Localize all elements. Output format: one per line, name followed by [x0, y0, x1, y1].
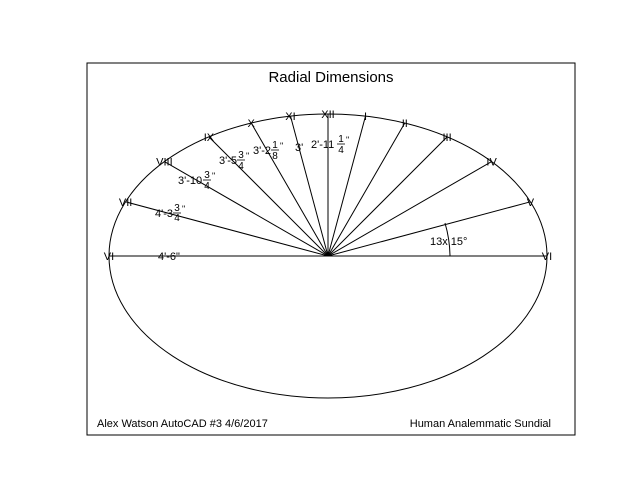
dimension-denominator: 4: [238, 161, 244, 172]
hour-label: VI: [541, 251, 553, 263]
dimension-whole: 4'-6": [158, 251, 180, 263]
hour-label: VII: [118, 196, 133, 209]
inch-mark: ": [246, 151, 250, 161]
footer-author: Alex Watson AutoCAD #3 4/6/2017: [97, 418, 268, 430]
inch-mark: ": [346, 135, 350, 145]
hour-label: I: [363, 111, 368, 124]
dimension-whole: 2'-11: [311, 139, 335, 151]
inch-mark: ": [182, 204, 186, 214]
hour-label: VI: [103, 251, 115, 263]
dimension-whole: 3': [295, 142, 304, 154]
hour-label: III: [442, 131, 452, 144]
hour-label: XII: [321, 109, 335, 121]
dimension-denominator: 4: [174, 213, 180, 224]
dimension-label-ix: [219, 150, 249, 172]
dimension-whole: 3'-10: [178, 175, 203, 187]
dimension-numerator: 3: [174, 203, 180, 214]
dimension-whole: 3'-5: [219, 155, 237, 167]
dimension-label-xii: [311, 134, 349, 156]
dimension-numerator: 1: [338, 134, 344, 145]
dimension-whole: 3'-2: [253, 145, 271, 157]
dimension-denominator: 4: [204, 181, 210, 192]
dimension-label-xi: [295, 142, 303, 154]
hour-label: II: [401, 118, 408, 130]
hour-label: IX: [203, 131, 215, 144]
dimension-numerator: 3: [238, 150, 244, 161]
drawing-title: Radial Dimensions: [268, 69, 394, 86]
dimension-label-x: [253, 140, 283, 162]
dimension-denominator: 8: [272, 151, 278, 162]
hour-label: VIII: [156, 156, 173, 169]
angle-annotation: 13x 15°: [430, 236, 468, 248]
footer-project: Human Analemmatic Sundial: [409, 418, 551, 430]
inch-mark: ": [280, 141, 284, 151]
dimension-numerator: 3: [204, 170, 210, 181]
dimension-label-vii: [155, 203, 185, 224]
inch-mark: ": [212, 171, 216, 181]
dimension-numerator: 1: [272, 140, 278, 151]
dimension-label-viii: [178, 170, 215, 192]
dimension-denominator: 4: [338, 145, 344, 156]
hour-label: XI: [285, 111, 296, 124]
hour-line: [291, 116, 329, 256]
hour-label: IV: [486, 156, 497, 169]
hour-label: X: [247, 118, 255, 130]
dimension-label-vi: [158, 251, 180, 263]
dimension-whole: 4'-3: [155, 208, 173, 220]
hour-label: V: [526, 196, 535, 209]
